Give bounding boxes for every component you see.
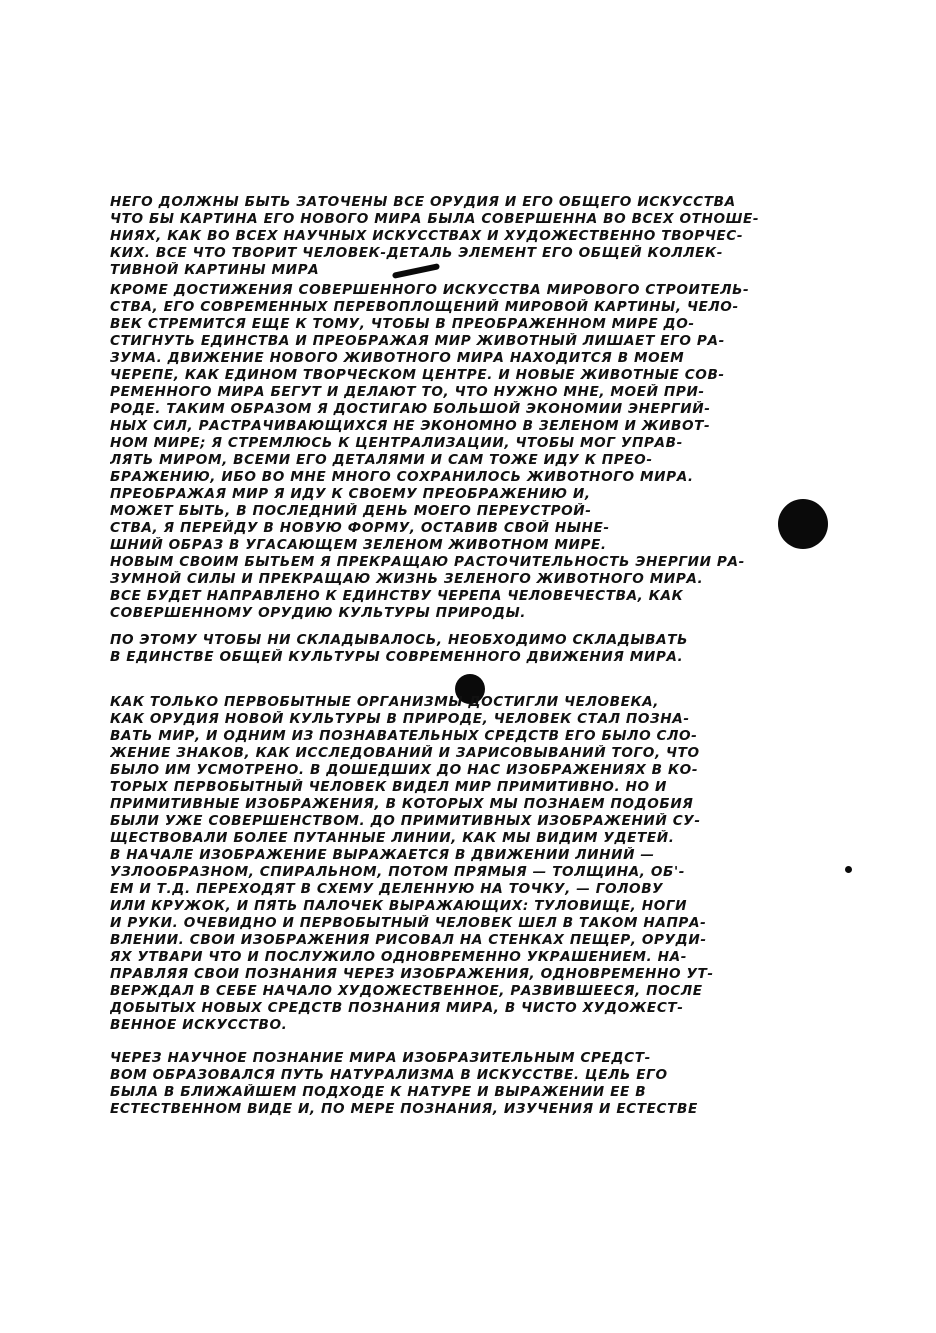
text-line: ЛЯТЬ МИРОМ, ВСЕМИ ЕГО ДЕТАЛЯМИ И САМ ТОЖЕ ИДУ К ПРЕО-	[110, 452, 653, 468]
text-line: ПРИМИТИВНЫЕ ИЗОБРАЖЕНИЯ, В КОТОРЫХ МЫ ПОЗНАЕМ ПОДОБИЯ	[110, 796, 694, 812]
text-line: В ЕДИНСТВЕ ОБЩЕЙ КУЛЬТУРЫ СОВРЕМЕННОГО ДВИЖЕНИЯ МИРА.	[110, 649, 684, 665]
text-line: ВСЕ БУДЕТ НАПРАВЛЕНО К ЕДИНСТВУ ЧЕРЕПА ЧЕЛОВЕЧЕСТВА, КАК	[110, 588, 684, 604]
paragraph-1	[110, 194, 850, 279]
text-line: ЧТО БЫ КАРТИНА ЕГО НОВОГО МИРА БЫЛА СОВЕРШЕННА ВО ВСЕХ ОТНОШЕ-	[110, 211, 760, 227]
ink-dot	[845, 866, 852, 873]
text-line: ЯХ УТВАРИ ЧТО И ПОСЛУЖИЛО ОДНОВРЕМЕННО УКРАШЕНИЕМ. НА-	[110, 949, 687, 965]
text-line: ПРЕОБРАЖАЯ МИР Я ИДУ К СВОЕМУ ПРЕОБРАЖЕНИЮ И,	[110, 486, 591, 502]
text-line: БЫЛО ИМ УСМОТРЕНО. В ДОШЕДШИХ ДО НАС ИЗОБРАЖЕНИЯХ В КО-	[110, 762, 699, 778]
text-line: НИЯХ, КАК ВО ВСЕХ НАУЧНЫХ ИСКУССТВАХ И ХУДОЖЕСТВЕННО ТВОРЧЕС-	[110, 228, 744, 244]
text-line: НОВЫМ СВОИМ БЫТЬЕМ Я ПРЕКРАЩАЮ РАСТОЧИТЕЛЬНОСТЬ ЭНЕРГИИ РА-	[110, 554, 745, 570]
text-line: КАК ОРУДИЯ НОВОЙ КУЛЬТУРЫ В ПРИРОДЕ, ЧЕЛОВЕК СТАЛ ПОЗНА-	[110, 711, 690, 727]
paragraph-4	[110, 694, 850, 1034]
text-line: РОДЕ. ТАКИМ ОБРАЗОМ Я ДОСТИГАЮ БОЛЬШОЙ ЭКОНОМИИ ЭНЕРГИЙ-	[110, 401, 711, 417]
text-line: ВЕК СТРЕМИТСЯ ЕЩЕ К ТОМУ, ЧТОБЫ В ПРЕОБРАЖЕННОМ МИРЕ ДО-	[110, 316, 695, 332]
text-line: МОЖЕТ БЫТЬ, В ПОСЛЕДНИЙ ДЕНЬ МОЕГО ПЕРЕУСТРОЙ-	[110, 503, 592, 519]
text-line: ЧЕРЕПЕ, КАК ЕДИНОМ ТВОРЧЕСКОМ ЦЕНТРЕ. И НОВЫЕ ЖИВОТНЫЕ СОВ-	[110, 367, 725, 383]
text-line: БЫЛИ УЖЕ СОВЕРШЕНСТВОМ. ДО ПРИМИТИВНЫХ ИЗОБРАЖЕНИЙ СУ-	[110, 813, 701, 829]
text-line: БЫЛА В БЛИЖАЙШЕМ ПОДХОДЕ К НАТУРЕ И ВЫРАЖЕНИИ ЕЕ В	[110, 1084, 647, 1100]
text-line: ЗУМА. ДВИЖЕНИЕ НОВОГО ЖИВОТНОГО МИРА НАХОДИТСЯ В МОЕМ	[110, 350, 685, 366]
text-line: РЕМЕННОГО МИРА БЕГУТ И ДЕЛАЮТ ТО, ЧТО НУЖНО МНЕ, МОЕЙ ПРИ-	[110, 384, 705, 400]
text-line: ЕМ И Т.Д. ПЕРЕХОДЯТ В СХЕМУ ДЕЛЕННУЮ НА ТОЧКУ, — ГОЛОВУ	[110, 881, 664, 897]
text-line: ПО ЭТОМУ ЧТОБЫ НИ СКЛАДЫВАЛОСЬ, НЕОБХОДИМО СКЛАДЫВАТЬ	[110, 632, 689, 648]
text-line: ШНИЙ ОБРАЗ В УГАСАЮЩЕМ ЗЕЛЕНОМ ЖИВОТНОМ МИРЕ.	[110, 537, 607, 553]
text-line: СОВЕРШЕННОМУ ОРУДИЮ КУЛЬТУРЫ ПРИРОДЫ.	[110, 605, 527, 621]
ink-blot	[778, 499, 828, 549]
text-line: НЫХ СИЛ, РАСТРАЧИВАЮЩИХСЯ НЕ ЭКОНОМНО В ЗЕЛЕНОМ И ЖИВОТ-	[110, 418, 711, 434]
text-line: КАК ТОЛЬКО ПЕРВОБЫТНЫЕ ОРГАНИЗМЫ ДОСТИГЛИ ЧЕЛОВЕКА,	[110, 694, 660, 710]
text-line: НОМ МИРЕ; Я СТРЕМЛЮСЬ К ЦЕНТРАЛИЗАЦИИ, ЧТОБЫ МОГ УПРАВ-	[110, 435, 683, 451]
text-line: ЗУМНОЙ СИЛЫ И ПРЕКРАЩАЮ ЖИЗНЬ ЗЕЛЕНОГО ЖИВОТНОГО МИРА.	[110, 571, 704, 587]
text-line: КИХ. ВСЕ ЧТО ТВОРИТ ЧЕЛОВЕК-ДЕТАЛЬ ЭЛЕМЕНТ ЕГО ОБЩЕЙ КОЛЛЕК-	[110, 245, 723, 261]
text-line: ЕСТЕСТВЕННОМ ВИДЕ И, ПО МЕРЕ ПОЗНАНИЯ, ИЗУЧЕНИЯ И ЕСТЕСТВЕ	[110, 1101, 698, 1117]
text-line: ВЕННОЕ ИСКУССТВО.	[110, 1017, 288, 1033]
text-line: УЗЛООБРАЗНОМ, СПИРАЛЬНОМ, ПОТОМ ПРЯМЫЯ — ТОЛЩИНА, ОБ'-	[110, 864, 686, 880]
text-line: ИЛИ КРУЖОК, И ПЯТЬ ПАЛОЧЕК ВЫРАЖАЮЩИХ: ТУЛОВИЩЕ, НОГИ	[110, 898, 688, 914]
text-line: И РУКИ. ОЧЕВИДНО И ПЕРВОБЫТНЫЙ ЧЕЛОВЕК ШЕЛ В ТАКОМ НАПРА-	[110, 915, 707, 931]
paragraph-2	[110, 282, 850, 622]
text-line: КРОМЕ ДОСТИЖЕНИЯ СОВЕРШЕННОГО ИСКУССТВА МИРОВОГО СТРОИТЕЛЬ-	[110, 282, 750, 298]
text-line: ДОБЫТЫХ НОВЫХ СРЕДСТВ ПОЗНАНИЯ МИРА, В ЧИСТО ХУДОЖЕСТ-	[110, 1000, 684, 1016]
text-line: ВЕРЖДАЛ В СЕБЕ НАЧАЛО ХУДОЖЕСТВЕННОЕ, РАЗВИВШЕЕСЯ, ПОСЛЕ	[110, 983, 703, 999]
text-line: ТОРЫХ ПЕРВОБЫТНЫЙ ЧЕЛОВЕК ВИДЕЛ МИР ПРИМИТИВНО. НО И	[110, 779, 667, 795]
text-line: ЧЕРЕЗ НАУЧНОЕ ПОЗНАНИЕ МИРА ИЗОБРАЗИТЕЛЬНЫМ СРЕДСТ-	[110, 1050, 651, 1066]
text-line: СТИГНУТЬ ЕДИНСТВА И ПРЕОБРАЖАЯ МИР ЖИВОТНЫЙ ЛИШАЕТ ЕГО РА-	[110, 333, 725, 349]
text-line: ВЛЕНИИ. СВОИ ИЗОБРАЖЕНИЯ РИСОВАЛ НА СТЕНКАХ ПЕЩЕР, ОРУДИ-	[110, 932, 707, 948]
text-line: БРАЖЕНИЮ, ИБО ВО МНЕ МНОГО СОХРАНИЛОСЬ ЖИВОТНОГО МИРА.	[110, 469, 694, 485]
text-line: ПРАВЛЯЯ СВОИ ПОЗНАНИЯ ЧЕРЕЗ ИЗОБРАЖЕНИЯ, ОДНОВРЕМЕННО УТ-	[110, 966, 714, 982]
text-line: ЩЕСТВОВАЛИ БОЛЕЕ ПУТАННЫЕ ЛИНИИ, КАК МЫ ВИДИМ УДЕТЕЙ.	[110, 830, 675, 846]
text-line: В НАЧАЛЕ ИЗОБРАЖЕНИЕ ВЫРАЖАЕТСЯ В ДВИЖЕНИИ ЛИНИЙ —	[110, 847, 655, 863]
text-line: СТВА, Я ПЕРЕЙДУ В НОВУЮ ФОРМУ, ОСТАВИВ СВОЙ НЫНЕ-	[110, 520, 610, 536]
paragraph-5	[110, 1050, 850, 1118]
paragraph-3	[110, 632, 850, 666]
text-line: НЕГО ДОЛЖНЫ БЫТЬ ЗАТОЧЕНЫ ВСЕ ОРУДИЯ И ЕГО ОБЩЕГО ИСКУССТВА	[110, 194, 736, 210]
text-line: СТВА, ЕГО СОВРЕМЕННЫХ ПЕРЕВОПЛОЩЕНИЙ МИРОВОЙ КАРТИНЫ, ЧЕЛО-	[110, 299, 739, 315]
text-line: ЖЕНИЕ ЗНАКОВ, КАК ИССЛЕДОВАНИЙ И ЗАРИСОВЫВАНИЙ ТОГО, ЧТО	[110, 745, 700, 761]
text-line: ВАТЬ МИР, И ОДНИМ ИЗ ПОЗНАВАТЕЛЬНЫХ СРЕДСТВ ЕГО БЫЛО СЛО-	[110, 728, 698, 744]
text-line: ВОМ ОБРАЗОВАЛСЯ ПУТЬ НАТУРАЛИЗМА В ИСКУССТВЕ. ЦЕЛЬ ЕГО	[110, 1067, 668, 1083]
text-line: ТИВНОЙ КАРТИНЫ МИРА	[110, 262, 320, 278]
